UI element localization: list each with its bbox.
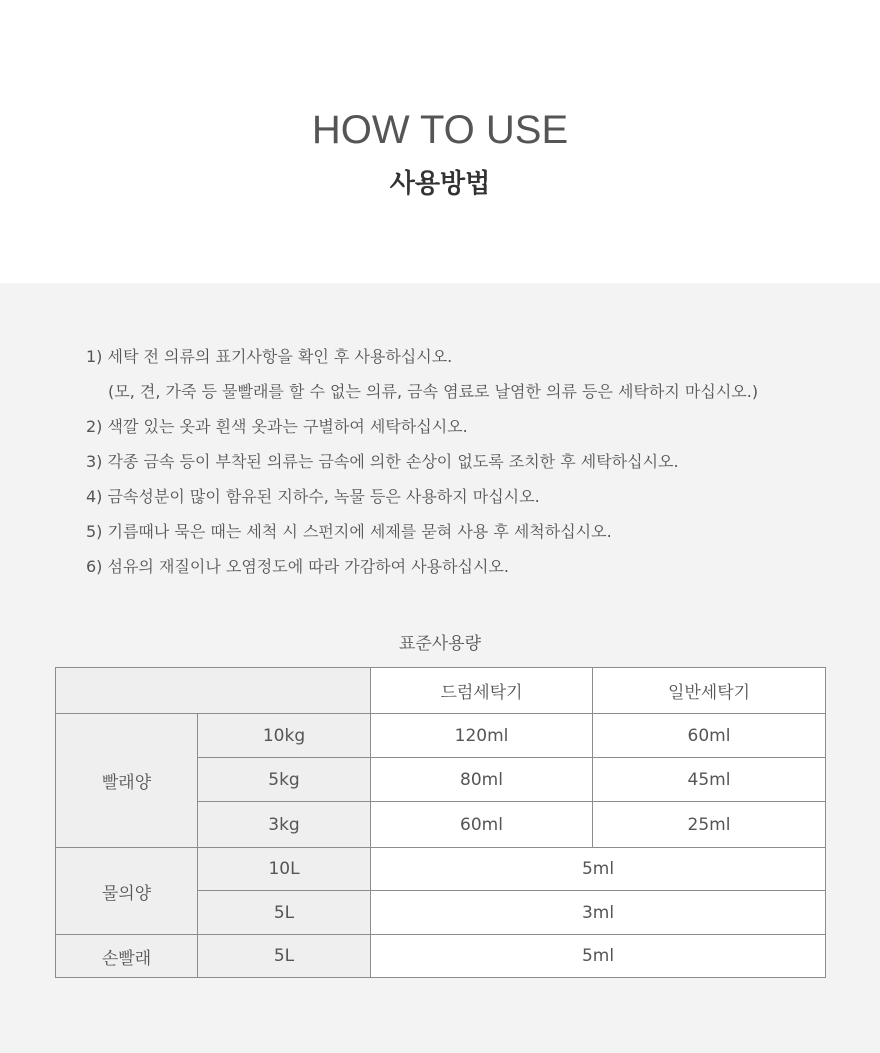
- instruction-item: 3) 각종 금속 등이 부착된 의류는 금속에 의한 손상이 없도록 조치한 후 세탁하십시오.: [86, 452, 679, 471]
- amount-cell: 5L: [198, 891, 371, 935]
- instruction-item: 5) 기름때나 묵은 때는 세척 시 스펀지에 세제를 묻혀 사용 후 세척하십시오.: [86, 522, 612, 541]
- table-row: [56, 935, 826, 978]
- dose-cell: 3ml: [371, 891, 826, 935]
- drum-dose-cell: 80ml: [371, 758, 593, 802]
- table-row: [56, 714, 826, 758]
- amount-cell: 3kg: [198, 802, 371, 848]
- instruction-item: 2) 색깔 있는 옷과 흰색 옷과는 구별하여 세탁하십시오.: [86, 417, 468, 436]
- amount-cell: 10L: [198, 848, 371, 891]
- amount-cell: 10kg: [198, 714, 371, 758]
- column-header-drum: 드럼세탁기: [371, 668, 593, 714]
- instruction-note: (모, 견, 가죽 등 물빨래를 할 수 없는 의류, 금속 염료로 날염한 의류 등은 세탁하지 마십시오.): [108, 382, 759, 401]
- content-section: [0, 283, 880, 1053]
- header-section: [0, 0, 880, 283]
- normal-dose-cell: 25ml: [593, 802, 826, 848]
- page-title-ko: 사용방법: [389, 169, 491, 199]
- row-group-water: 물의양: [56, 848, 198, 935]
- drum-dose-cell: 60ml: [371, 802, 593, 848]
- column-header-normal: 일반세탁기: [593, 668, 826, 714]
- row-group-laundry: 빨래양: [56, 714, 198, 848]
- normal-dose-cell: 45ml: [593, 758, 826, 802]
- instruction-list: [86, 339, 846, 584]
- amount-cell: 5L: [198, 935, 371, 978]
- usage-table-title: 표준사용량: [398, 634, 482, 654]
- dose-cell: 5ml: [371, 935, 826, 978]
- usage-table: [55, 667, 826, 978]
- row-group-hand: 손빨래: [56, 935, 198, 978]
- instruction-item: 6) 섬유의 재질이나 오염정도에 따라 가감하여 사용하십시오.: [86, 557, 509, 576]
- amount-cell: 5kg: [198, 758, 371, 802]
- instruction-item: 4) 금속성분이 많이 함유된 지하수, 녹물 등은 사용하지 마십시오.: [86, 487, 540, 506]
- normal-dose-cell: 60ml: [593, 714, 826, 758]
- drum-dose-cell: 120ml: [371, 714, 593, 758]
- page-title-en: HOW TO USE: [311, 108, 569, 152]
- table-corner-cell: [56, 668, 371, 714]
- instruction-item: 1) 세탁 전 의류의 표기사항을 확인 후 사용하십시오.: [86, 347, 453, 366]
- table-header-row: [56, 668, 826, 714]
- dose-cell: 5ml: [371, 848, 826, 891]
- table-row: [56, 848, 826, 891]
